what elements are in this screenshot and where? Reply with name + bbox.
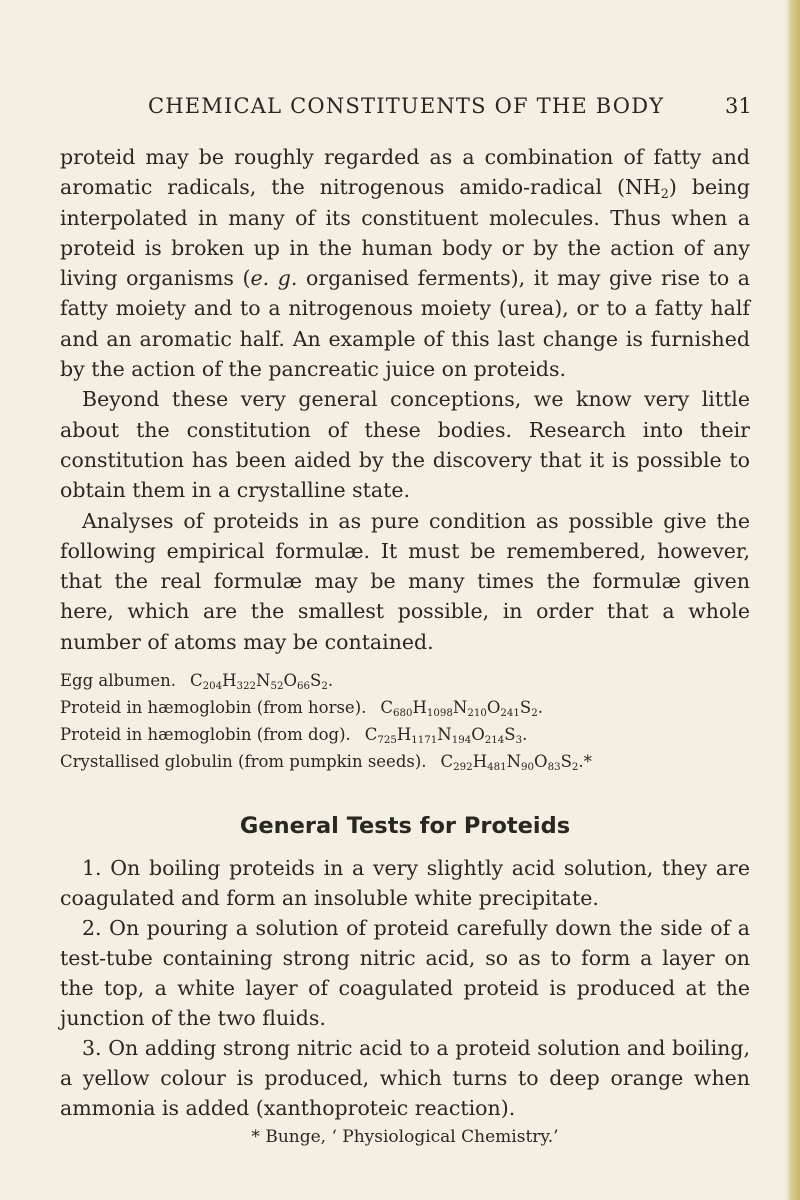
atom-count: 194 xyxy=(451,735,472,747)
element-symbol: C xyxy=(190,671,203,691)
section-heading: General Tests for Proteids xyxy=(239,813,571,840)
paragraph-1: proteid may be roughly regarded as a combination of fatty and aromatic radicals, the nitrogenous amido-radical $(NH_2)$ being interpolated in many of its constituent molecules. Thus when a proteid is broken up in the human body or by the action of any living organisms (e. g. organised ferments), it may give rise to a fatty moiety and to a nitrogenous moiety (urea), or to a fatty half and an aromatic half. An example of this last change is furnished by the action of the pancreatic juice on proteids. xyxy=(60,145,750,382)
element-symbol: H xyxy=(222,671,237,691)
page-number: 31 xyxy=(725,94,752,118)
atom-count: 52 xyxy=(270,681,284,693)
formula-suffix: . xyxy=(537,698,543,718)
page-edge xyxy=(786,0,800,1200)
formula xyxy=(364,725,528,747)
body-text xyxy=(60,142,750,1147)
test-2: 2. On pouring a solution of proteid carefully down the side of a test-tube containing strong nitric acid, so as to form a layer on the top, a white layer of coagulated proteid is produced at the junction of the two fluids. xyxy=(60,916,750,1031)
element-symbol: N xyxy=(506,752,522,772)
atom-count: 3 xyxy=(515,735,523,747)
formula xyxy=(440,752,592,774)
formula-item: Egg albumen. $C_{204}H_{322}N_{52}O_{66}S_2$. xyxy=(60,671,334,693)
element-symbol: S xyxy=(310,671,322,691)
element-symbol: C xyxy=(380,698,393,718)
atom-count: 292 xyxy=(453,762,473,774)
formula-suffix: . xyxy=(327,671,334,691)
element-symbol: O xyxy=(471,725,485,745)
atom-count: 1098 xyxy=(426,708,453,720)
element-symbol: H xyxy=(472,752,488,772)
element-symbol: N xyxy=(452,698,468,718)
element-symbol: N xyxy=(437,725,452,745)
element-symbol: S xyxy=(504,725,516,745)
atom-count: 322 xyxy=(236,681,257,693)
atom-count: 2 xyxy=(321,681,328,693)
atom-count: 241 xyxy=(500,708,520,720)
formula xyxy=(380,698,543,720)
element-symbol: H xyxy=(396,725,412,745)
paragraph-2: Beyond these very general conceptions, we know very little about the constitution of these bodies. Research into their constitution has been aided by the discovery that it is possible to obtain them in a crystalline state. xyxy=(60,387,750,503)
footnote: * Bunge, ‘ Physiological Chemistry.’ xyxy=(251,1127,559,1148)
element-symbol: C xyxy=(364,725,378,745)
formula-item: Proteid in hæmoglobin (from horse). $C_{680}H_{1098}N_{210}O_{241}S_2$. xyxy=(60,698,543,720)
running-head xyxy=(0,94,800,124)
element-symbol: O xyxy=(283,671,298,691)
atom-count: 214 xyxy=(484,735,505,747)
element-symbol: S xyxy=(519,698,532,718)
element-symbol: C xyxy=(440,752,454,772)
atom-count: 725 xyxy=(377,735,397,747)
atom-count: 2 xyxy=(571,762,579,774)
paragraph-3: Analyses of proteids in as pure condition as possible give the following empirical formulæ. It must be remembered, however, that the real formulæ may be many times the formulæ given here, which are the smallest possible, in order that a whole number of atoms may be contained. xyxy=(60,508,750,654)
element-symbol: H xyxy=(412,698,427,718)
element-symbol: O xyxy=(534,752,548,772)
atom-count: 66 xyxy=(297,681,311,693)
formula-suffix: .* xyxy=(578,752,592,772)
atom-count: 83 xyxy=(547,762,561,774)
element-symbol: O xyxy=(486,698,501,718)
running-title: CHEMICAL CONSTITUENTS OF THE BODY xyxy=(148,94,665,118)
element-symbol: N xyxy=(256,671,271,691)
atom-count: 210 xyxy=(467,708,487,720)
atom-count: 2 xyxy=(531,708,538,720)
atom-count: 680 xyxy=(393,708,413,720)
atom-count: 90 xyxy=(521,762,535,774)
formula-suffix: . xyxy=(522,725,528,745)
formula-item: Proteid in hæmoglobin (from dog). $C_{725}H_{1171}N_{194}O_{214}S_3$. xyxy=(60,725,528,747)
formula-item: Crystallised globulin (from pumpkin seeds). $C_{292}H_{481}N_{90}O_{83}S_2.*$ xyxy=(60,752,592,774)
atom-count: 481 xyxy=(487,762,507,774)
formula-list xyxy=(60,667,750,775)
test-1: 1. On boiling proteids in a very slightly acid solution, they are coagulated and form an insoluble white precipitate. xyxy=(60,856,750,911)
element-symbol: S xyxy=(560,752,572,772)
test-3: 3. On adding strong nitric acid to a proteid solution and boiling, a yellow colour is produced, which turns to deep orange when ammonia is added (xanthoproteic reaction). xyxy=(60,1036,750,1121)
atom-count: 204 xyxy=(202,681,223,693)
atom-count: 1171 xyxy=(411,735,438,747)
